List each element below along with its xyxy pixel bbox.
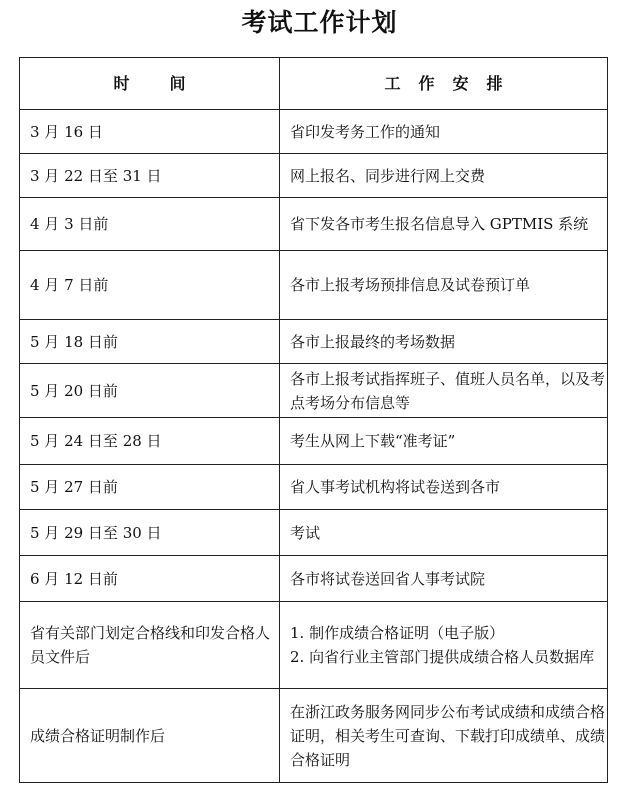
page-title: 考试工作计划 (241, 8, 398, 37)
time-cell: 成绩合格证明制作后 (20, 689, 280, 783)
table-row (20, 198, 608, 251)
task-line: 2. 向省行业主管部门提供成绩合格人员数据库 (290, 648, 595, 666)
time-cell: 5 月 24 日至 28 日 (20, 418, 280, 465)
time-cell: 3 月 16 日 (20, 110, 280, 154)
task-line: 1. 制作成绩合格证明（电子版） (290, 624, 505, 642)
task-cell: 各市上报最终的考场数据 (280, 320, 608, 364)
task-cell: 各市上报考试指挥班子、值班人员名单，以及考点考场分布信息等 (280, 364, 608, 418)
task-cell: 各市将试卷送回省人事考试院 (280, 556, 608, 602)
table-row (20, 251, 608, 320)
table-row (20, 418, 608, 465)
time-cell: 4 月 3 日前 (20, 198, 280, 251)
table-row (20, 154, 608, 198)
header-time: 时 间 (20, 58, 280, 110)
task-cell: 在浙江政务服务网同步公布考试成绩和成绩合格证明，相关考生可查询、下载打印成绩单、成绩合格证明 (280, 689, 608, 783)
table-row (20, 364, 608, 418)
time-cell: 4 月 7 日前 (20, 251, 280, 320)
schedule-table (19, 57, 608, 783)
task-cell: 省人事考试机构将试卷送到各市 (280, 465, 608, 510)
table-row (20, 556, 608, 602)
task-cell: 考生从网上下载“准考证” (280, 418, 608, 465)
task-cell: 各市上报考场预排信息及试卷预订单 (280, 251, 608, 320)
table-row (20, 689, 608, 783)
table-row (20, 320, 608, 364)
header-work: 工 作 安 排 (280, 58, 608, 110)
time-cell: 5 月 20 日前 (20, 364, 280, 418)
time-cell: 5 月 29 日至 30 日 (20, 510, 280, 556)
table-row (20, 465, 608, 510)
table-header-row (20, 58, 608, 110)
time-cell: 5 月 27 日前 (20, 465, 280, 510)
time-cell: 省有关部门划定合格线和印发合格人员文件后 (20, 602, 280, 689)
time-cell: 3 月 22 日至 31 日 (20, 154, 280, 198)
time-cell: 5 月 18 日前 (20, 320, 280, 364)
table-row (20, 602, 608, 689)
table-row (20, 510, 608, 556)
table-row (20, 110, 608, 154)
task-cell (280, 602, 608, 689)
task-cell: 省印发考务工作的通知 (280, 110, 608, 154)
time-cell: 6 月 12 日前 (20, 556, 280, 602)
task-cell: 网上报名、同步进行网上交费 (280, 154, 608, 198)
task-cell: 省下发各市考生报名信息导入 GPTMIS 系统 (280, 198, 608, 251)
task-cell: 考试 (280, 510, 608, 556)
